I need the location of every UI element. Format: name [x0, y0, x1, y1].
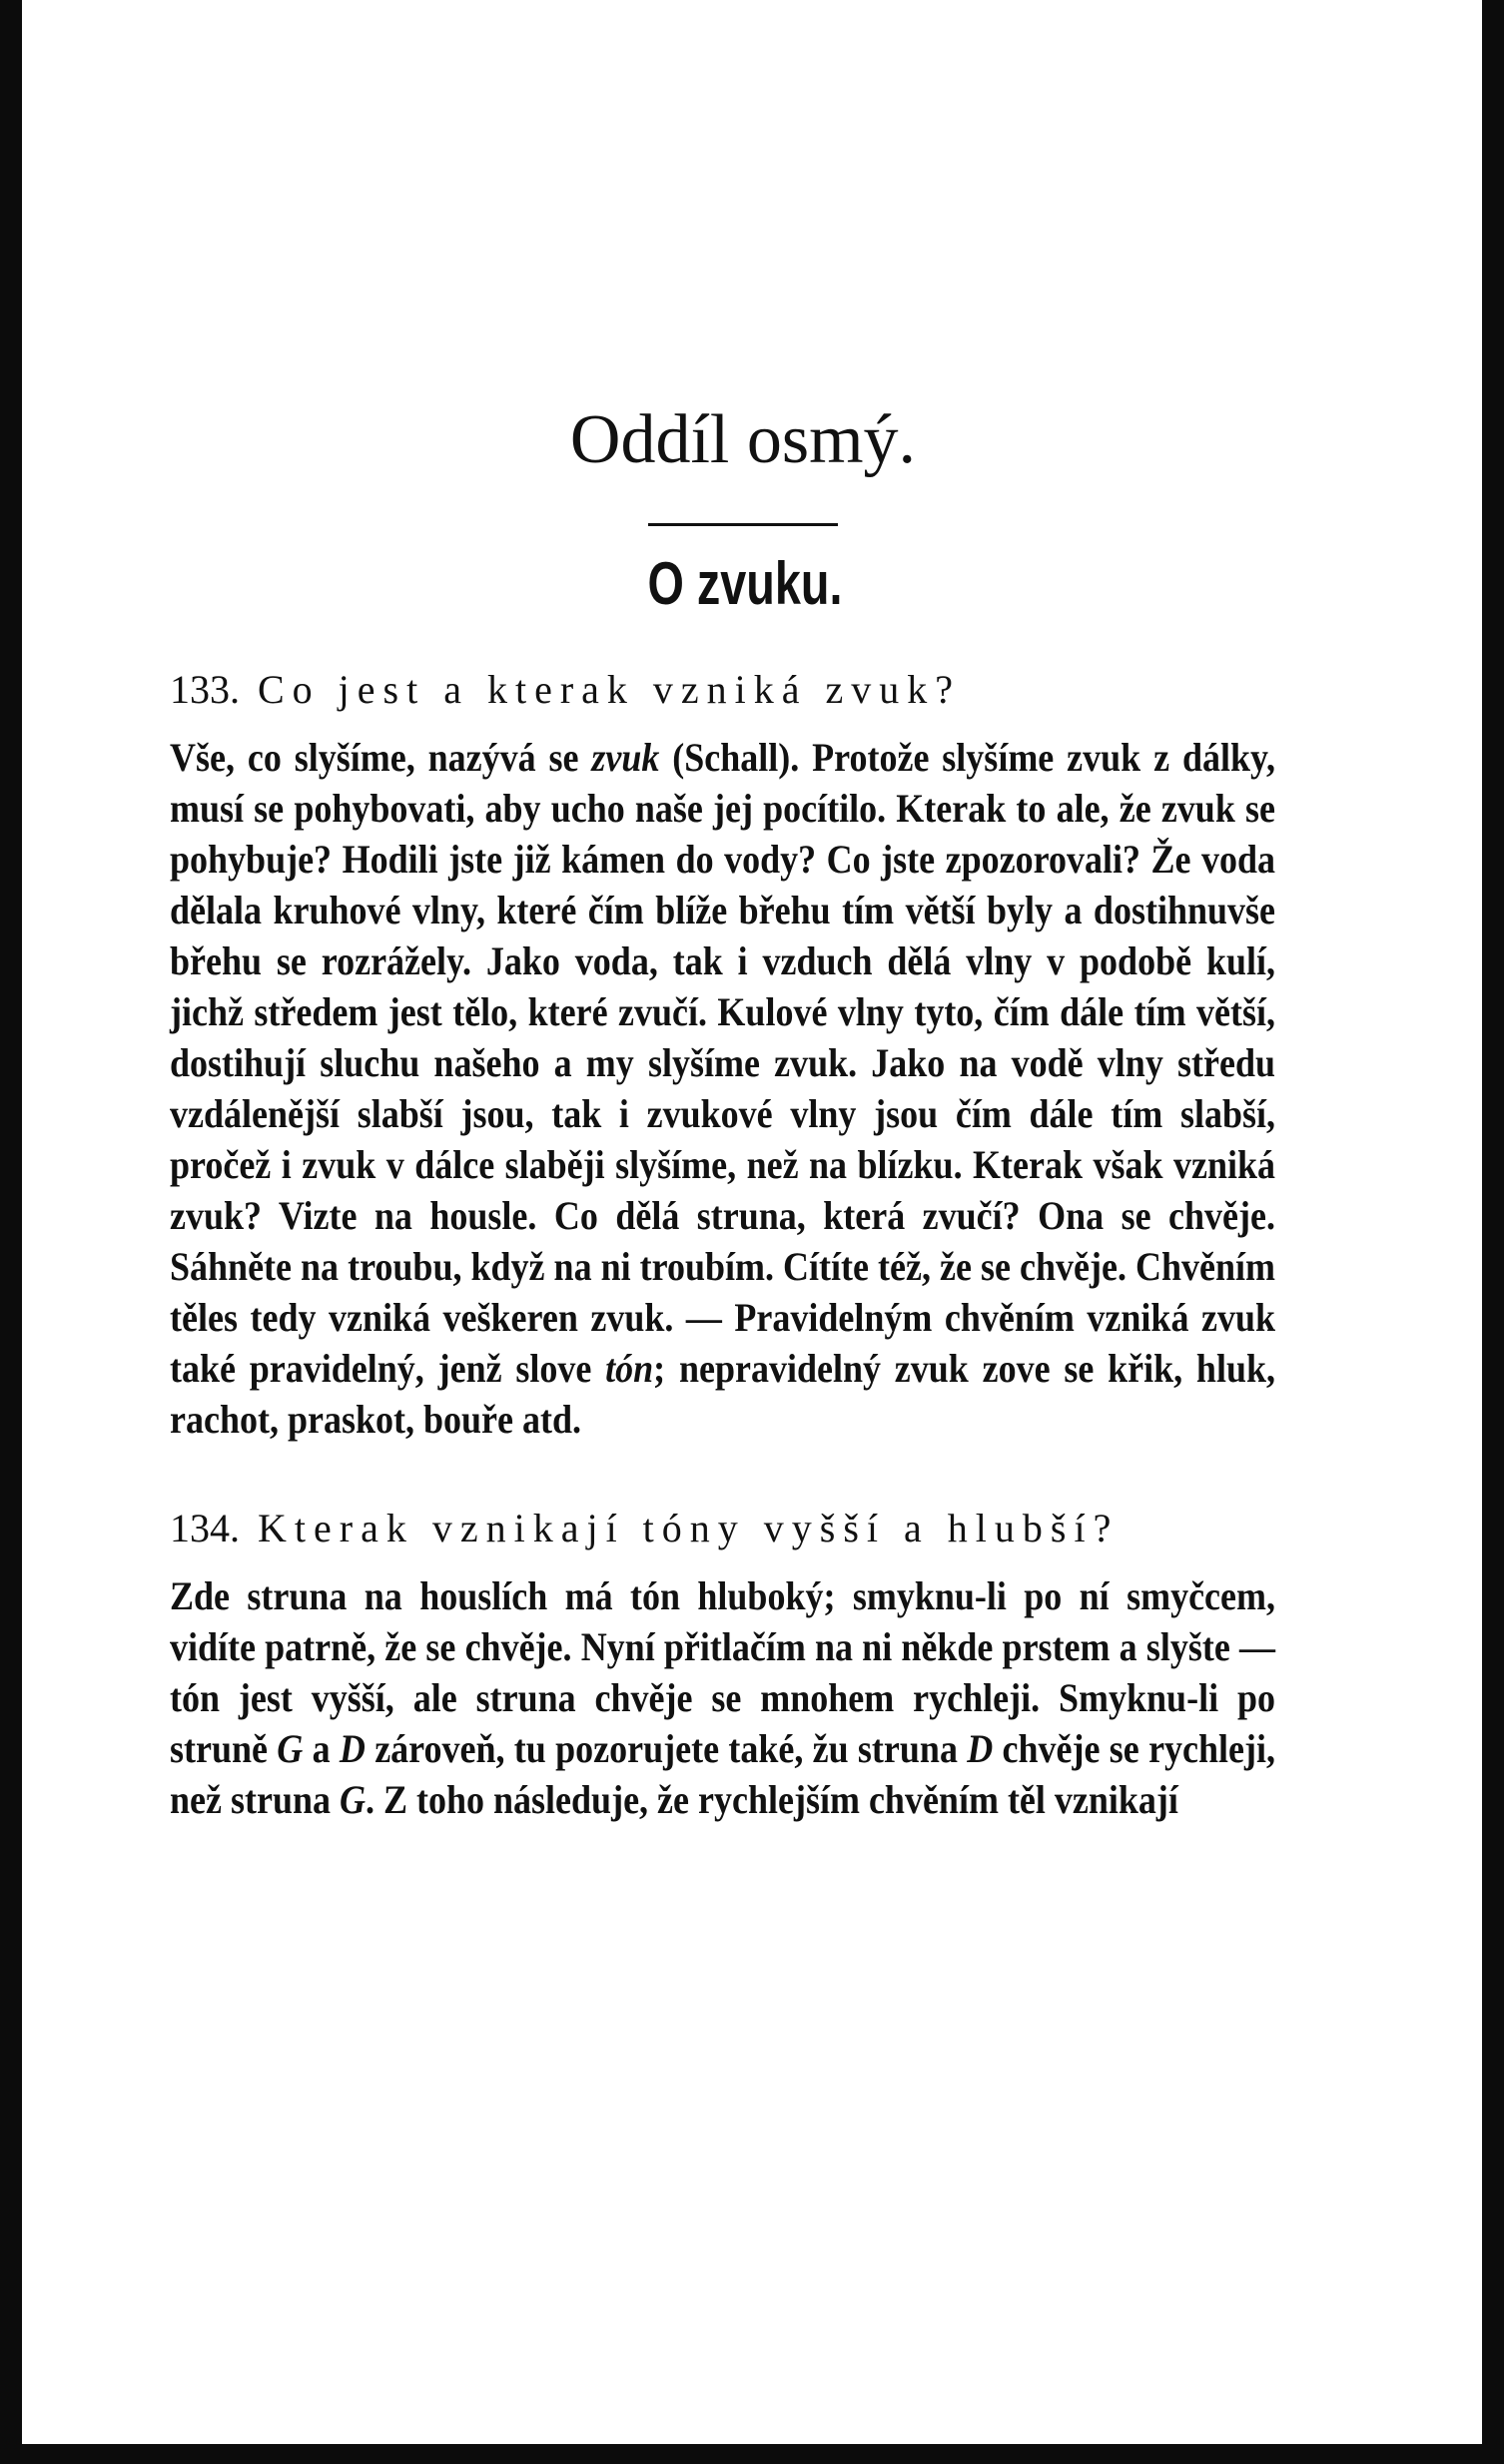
- section-question: Kterak vznikají tóny vyšší a hlubší?: [258, 1506, 1120, 1550]
- section-number: 134.: [170, 1506, 240, 1550]
- section-number: 133.: [170, 667, 240, 712]
- chapter-title: O zvuku.: [647, 550, 843, 617]
- book-page: [170, 395, 1276, 1825]
- section-134-heading: [170, 1501, 1276, 1556]
- body-text: a: [303, 1726, 340, 1771]
- body-text: Vše, co slyšíme, nazývá se: [170, 735, 592, 780]
- section-133-body: [170, 732, 1275, 1445]
- title-divider: [648, 523, 838, 526]
- section-133-heading: [170, 662, 1276, 718]
- body-text: Zde struna na houslích má tón hluboký; smyknu-li po ní smyčcem, vidíte patrně, že se chvěje. Nyní přitlačím na ni někde prstem a slyšte — tón jest vyšší, ale struna chvěje se mnohem rychleji. Smyknu-li po struně: [170, 1573, 1275, 1771]
- section-134-body: [170, 1570, 1275, 1825]
- string-letter-d: D: [967, 1726, 994, 1771]
- scan-border-left: [0, 0, 22, 2464]
- body-text: (Schall). Protože slyšíme zvuk z dálky, musí se pohybovati, aby ucho naše jej pocítilo. Kterak to ale, že zvuk se pohybuje? Hodili jste již kámen do vody? Co jste zpozorovali? Že voda dělala kruhové vlny, které čím blíže břehu tím větší byly a dostihnuvše břehu se rozrážely. Jako voda, tak i vzduch dělá vlny v podobě kulí, jichž středem jest tělo, které zvučí. Kulové vlny tyto, čím dále tím větší, dostihují sluchu našeho a my slyšíme zvuk. Jako na vodě vlny středu vzdálenější slabší jsou, tak i zvukové vlny jsou čím dále tím slabší, pročež i zvuk v dálce slaběji slyšíme, než na blízku. Kterak však vzniká zvuk? Vizte na housle. Co dělá struna, která zvučí? Ona se chvěje. Sáhněte na troubu, když na ni troubím. Cítíte též, že se chvěje. Chvěním těles tedy vzniká veškeren zvuk. — Pravidelným chvěním vzniká zvuk také pravidelný, jenž slove: [170, 735, 1275, 1391]
- term-ton: tón: [605, 1346, 654, 1391]
- section-question: Co jest a kterak vzniká zvuk?: [258, 667, 962, 712]
- string-letter-g: G: [277, 1726, 304, 1771]
- term-zvuk: zvuk: [591, 735, 660, 780]
- body-text: zároveň, tu pozorujete také, žu struna: [365, 1726, 968, 1771]
- scan-border-bottom: [0, 2444, 1504, 2464]
- body-text: ; nepravidelný zvuk zove se křik, hluk, rachot, praskot, bouře atd.: [170, 1346, 1275, 1442]
- scan-border-right: [1482, 0, 1504, 2464]
- string-letter-g: G: [340, 1777, 367, 1822]
- body-text: . Z toho následuje, že rychlejším chvěním těl vznikají: [366, 1777, 1178, 1822]
- string-letter-d: D: [339, 1726, 366, 1771]
- body-text: chvěje se rychleji, než struna: [170, 1726, 1276, 1822]
- part-title: Oddíl osmý.: [569, 401, 917, 478]
